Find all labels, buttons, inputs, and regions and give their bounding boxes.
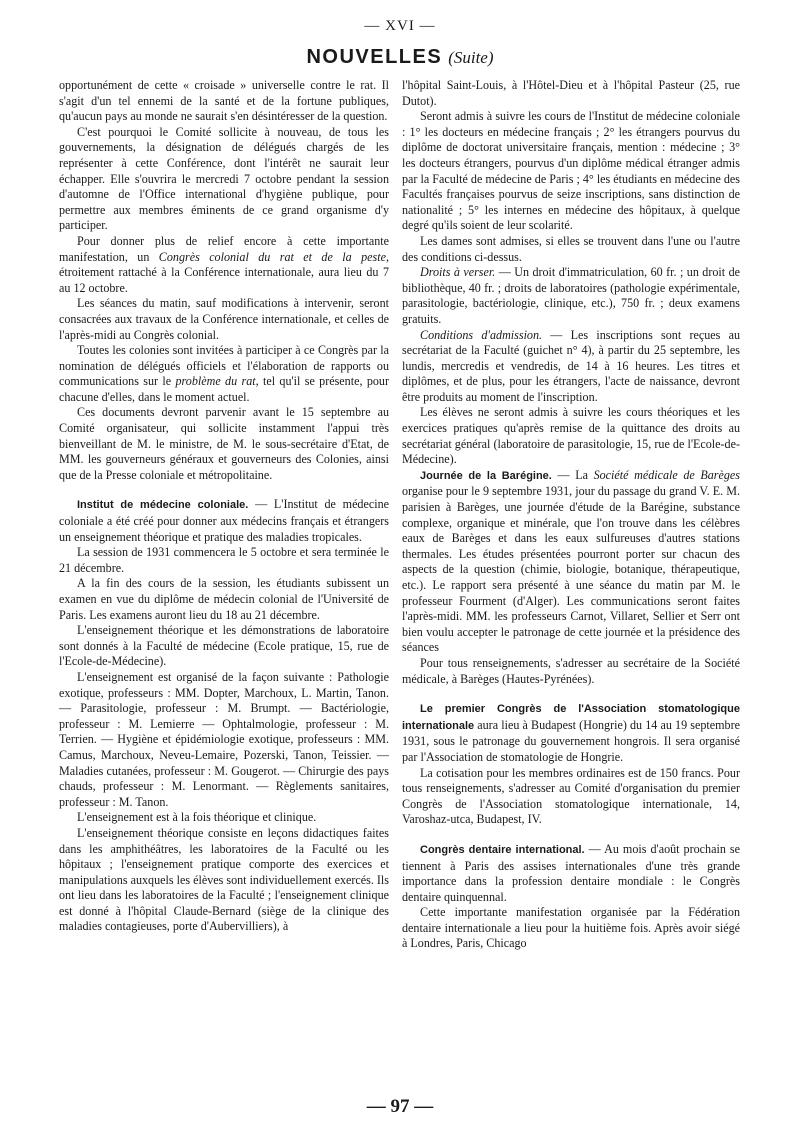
left-column [59,78,389,935]
paragraph: Les séances du matin, sauf modifications à intervenir, seront consacrées aux travaux de la Conférence internationale, et celles de l'après-midi au Congrès colonial. [59,296,389,342]
paragraph: L'enseignement théorique consiste en leçons didactiques faites dans les amphithéâtres, les laboratoires de la Faculté ou les hôpitaux ; l'enseignement pratique comporte des exercices et manipulations auxquels les élèves sont individuellement exercés. Ils ont lieu dans les laboratoires de la Faculté ; l'enseignement clinique est donné à l'hôpital Claude-Bernard (siège de la clinique des maladies contagieuses, porte d'Aubervilliers), à [59,825,389,934]
section-dentaire: Congrès dentaire international. — Au mois d'août prochain se tiennent à Paris des assises internationales d'une très grande importance dans la profession dentaire mondiale : le Congrès dentaire quinquennal. [402,841,740,904]
paragraph: Les élèves ne seront admis à suivre les cours théoriques et les exercices pratiques qu'après remise de la quittance des droits au secrétariat général (laboratoire de parasitologie, 15, rue de l'Ecole-de-Médecine). [402,405,740,467]
section-bareges: Journée de la Barégine. — La Société médicale de Barèges organise pour le 9 septembre 1931, jour du passage du grand V. E. M. parisien à Barèges, une journée d'étude de la Barégine, substance complexe, organique et minérale, que l'on trouve dans les célèbres eaux de Barèges et dans les eaux sulfureuses d'autres stations thermales. Les études présentées pourront porter sur chacun des aspects de la question (chimie, biologie, botanique, thérapeutique, etc.). Le rapport sera présenté à une séance du matin par M. le professeur Fourment (d'Alger). Les communications seront faites l'après-midi. MM. les professeurs Carnot, Villaret, Sellier et Serr ont bien voulu accepter le patronage de cette journée et la présidence des séances [402,467,741,655]
paragraph: Pour tous renseignements, s'adresser au secrétaire de la Société médicale, à Barèges (Hautes-Pyrénées). [402,655,740,686]
right-column [402,78,740,952]
section-heading: Congrès dentaire international. [420,843,585,856]
section-heading: Journée de la Barégine. [420,469,552,482]
roman-page-number: — XVI — [364,18,436,34]
section-heading: Institut de médecine coloniale. [77,499,249,512]
page-number: — 97 — [366,1096,434,1117]
paragraph: Conditions d'admission. — Les inscriptions sont reçues au secrétariat de la Faculté (guichet n° 4), à partir du 25 septembre, les lundis, mercredis et vendredis, de 14 à 16 heures. Les titres et diplômes, et de plus, pour les étrangers, l'acte de naissance, devront être produits au moment de l'inscription. [402,327,741,404]
paragraph: Seront admis à suivre les cours de l'Institut de médecine coloniale : 1° les docteurs en médecine français ; 2° les étrangers pourvus du diplôme de doctorat universitaire français, mention : médecine ; 3° les docteurs étrangers, pourvus d'un diplôme médical étranger admis par la Faculté de médecine de Paris ; 4° les étudiants en médecine des Facultés françaises pourvus de seize inscriptions, sans distinction de nationalité ; 5° les internes en médecine des hôpitaux, à quelque degré qu'ils soient de leur scolarité. [402,109,740,233]
paragraph: Droits à verser. — Un droit d'immatriculation, 60 fr. ; un droit de bibliothèque, 40 fr. ; droits de laboratoires (pathologie expérimentale, parasitologie, bactériologie, clinique, etc.), 750 fr. ; deux examens gratuits. [402,265,740,326]
paragraph: Les dames sont admises, si elles se trouvent dans l'une ou l'autre des conditions ci-dessus. [402,233,740,264]
subheading: Conditions d'admission. [420,327,543,342]
paragraph: Toutes les colonies sont invitées à participer à ce Congrès par la nomination de délégués officiels et l'élaboration de rapports ou communications sur le problème du rat, tel qu'il se présente, pour chacune d'elles, dans le moment actuel. [59,343,389,404]
paragraph: Ces documents devront parvenir avant le 15 septembre au Comité organisateur, qui sollicite instamment l'appui très bienveillant de M. le ministre, de M. le sous-secrétaire d'Etat, de MM. les gouverneurs généraux et gouverneurs des Colonies, ainsi que de la Presse coloniale et métropolitaine. [59,405,389,482]
congress-name: Congrès colonial du rat et de la peste [158,249,386,264]
society-name: Société médicale de Barèges [593,467,741,482]
paragraph: La session de 1931 commencera le 5 octobre et sera terminée le 21 décembre. [59,545,389,575]
paragraph: Pour donner plus de relief encore à cette importante manifestation, un Congrès colonial du rat et de la peste, étroitement rattaché à la Conférence internationale, aura lieu du 7 au 12 octobre. [59,233,389,295]
section-heading: Le premier Congrès de l'Association stomatologique internationale [402,703,740,732]
paragraph: L'enseignement est à la fois théorique et clinique. [77,810,317,825]
paragraph: l'hôpital Saint-Louis, à l'Hôtel-Dieu et à l'hôpital Pasteur (25, rue Dutot). [402,78,740,108]
paragraph: L'enseignement théorique et les démonstrations de laboratoire sont donnés à la Faculté de médecine (Ecole pratique, 15, rue de l'Ecole-de-Médecine). [59,623,389,669]
paragraph: opportunément de cette « croisade » universelle contre le rat. Il s'agit d'un tel ennemi de la santé et de la fortune publiques, qu'aucun pays au monde ne saurait s'en désintéresser de la question. [59,78,389,124]
paragraph: C'est pourquoi le Comité sollicite à nouveau, de tous les gouvernements, la désignation de délégués chargés de les représenter à cette Conférence, dont l'intérêt ne saurait leur échapper. Elle s'ouvrira le mercredi 7 octobre pendant la session d'automne de l'Office international d'hygiène publique, pour permettre aux membres éminents de ce grand organisme d'y participer. [59,124,389,233]
paragraph: Cette importante manifestation organisée par la Fédération dentaire internationale a lieu pour la huitième fois. Après avoir siégé à Londres, Paris, Chicago [402,905,740,951]
paragraph: L'enseignement est organisé de la façon suivante : Pathologie exotique, professeurs : MM. Dopter, Marchoux, L. Martin, Tanon. — Parasitologie, professeur : M. Brumpt. — Bactériologie, professeur : M. Lemierre — Ophtalmologie, professeur : M. Terrien. — Hygiène et épidémiologie exotique, professeurs : MM. Camus, Marchoux, Neveu-Lemaire, Pozerski, Tanon, Teissier. — Maladies cutanées, professeur : M. Gougerot. — Chirurgie des pays chauds, professeur : M. Lenormant. — Règlements sanitaires, professeur : M. Tanon. [59,669,389,809]
subheading: Droits à verser. [420,265,496,280]
section-title [0,46,800,69]
emphasis: problème du rat [175,374,256,389]
section-institut: Institut de médecine coloniale. — L'Institut de médecine coloniale a été créé pour donner aux médecins français et étrangers un enseignement théorique et pratique des maladies tropicales. [59,497,389,544]
title-suite: (Suite) [448,48,494,67]
paragraph: A la fin des cours de la session, les étudiants subissent un examen en vue du diplôme de médecin colonial de l'Université de Paris. Les examens auront lieu du 18 au 21 décembre. [59,576,389,622]
section-stomatologie: Le premier Congrès de l'Association stomatologique internationale aura lieu à Budapest (Hongrie) du 14 au 19 septembre 1931, sous le patronage du gouvernement hongrois. Il sera organisé par l'Association de stomatologie de Hongrie. [402,703,740,764]
title-text: NOUVELLES [306,46,443,68]
paragraph: La cotisation pour les membres ordinaires est de 150 francs. Pour tous renseignements, s'adresser au Comité d'organisation du premier Congrès de l'Association stomatologique internationale, 14, Varoshaz-utca, Budapest, IV. [402,765,740,827]
